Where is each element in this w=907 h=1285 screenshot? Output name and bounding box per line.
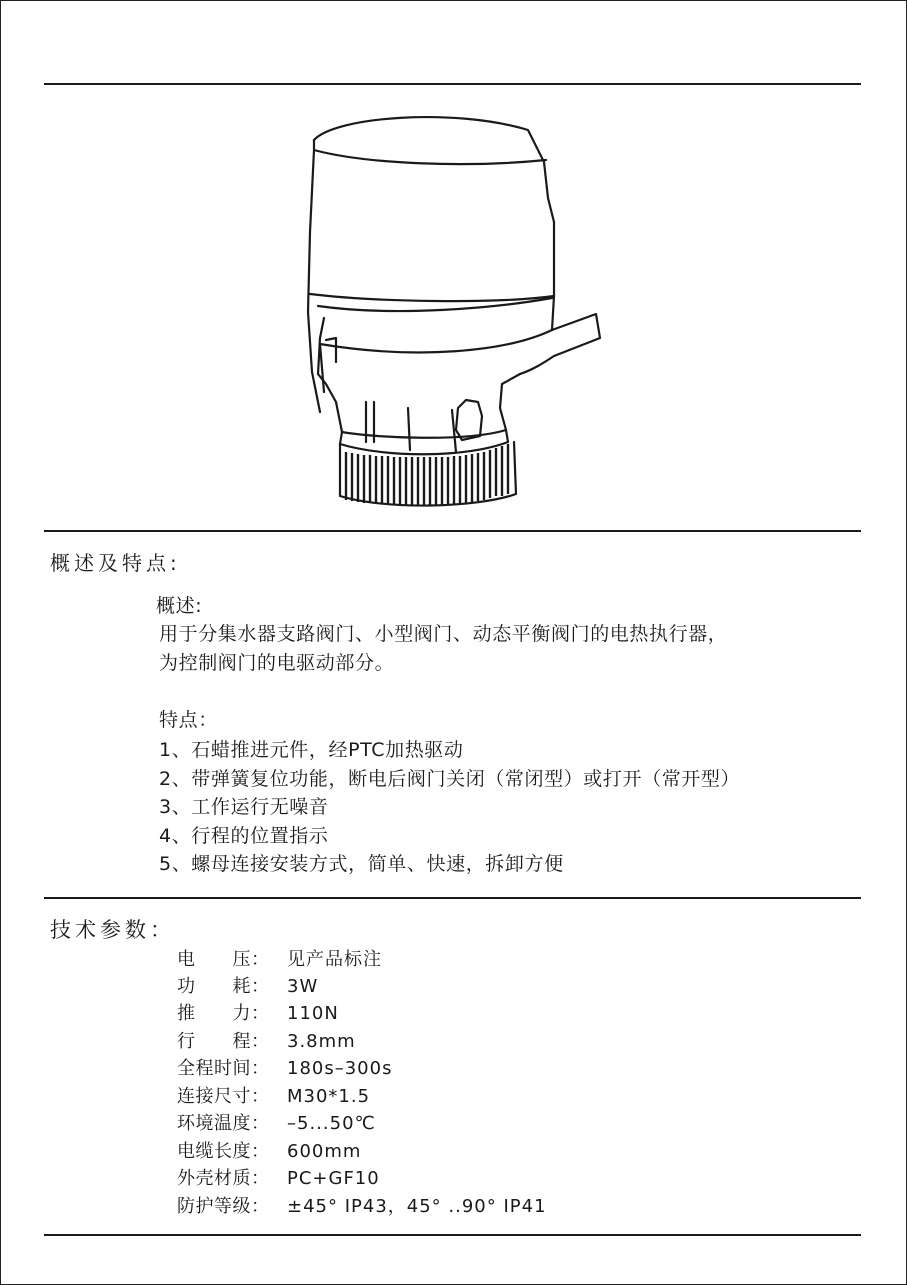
divider-bottom bbox=[44, 1234, 861, 1236]
spec-value: 3.8mm bbox=[287, 1031, 356, 1052]
spec-value: –5...50℃ bbox=[287, 1113, 376, 1134]
overview-text-line: 为控制阀门的电驱动部分。 bbox=[159, 652, 395, 674]
spec-label: 功 耗： bbox=[177, 976, 270, 997]
spec-label: 推 力： bbox=[177, 1003, 270, 1024]
spec-value: 3W bbox=[287, 976, 319, 997]
spec-row-voltage bbox=[177, 946, 382, 973]
spec-row-stroke-time bbox=[177, 1055, 392, 1082]
tech-specs-heading: 技术参数： bbox=[50, 918, 175, 942]
spec-label: 外壳材质： bbox=[177, 1168, 270, 1189]
features-list bbox=[159, 736, 740, 879]
overview-title: 概述: bbox=[156, 595, 203, 617]
features-title: 特点： bbox=[159, 709, 218, 731]
feature-item: 5、螺母连接安装方式，简单、快速，拆卸方便 bbox=[159, 853, 564, 876]
feature-item: 4、行程的位置指示 bbox=[159, 824, 329, 847]
feature-item: 3、工作运行无噪音 bbox=[159, 796, 329, 819]
spec-row-cable-length bbox=[177, 1138, 361, 1165]
spec-row-housing bbox=[177, 1165, 380, 1192]
spec-row-ambient-temp bbox=[177, 1110, 376, 1137]
divider-after-image bbox=[44, 530, 861, 532]
feature-item: 2、带弹簧复位功能，断电后阀门关闭（常闭型）或打开（常开型） bbox=[159, 767, 741, 790]
spec-value: ±45° IP43，45° ..90° IP41 bbox=[287, 1196, 547, 1217]
spec-value: 110N bbox=[287, 1003, 339, 1024]
spec-row-connection bbox=[177, 1083, 370, 1110]
thermal-actuator-icon bbox=[296, 112, 612, 512]
spec-label: 行 程： bbox=[177, 1031, 270, 1052]
spec-label: 连接尺寸： bbox=[177, 1086, 270, 1107]
spec-row-power bbox=[177, 973, 318, 1000]
divider-before-specs bbox=[44, 897, 861, 899]
spec-label: 防护等级： bbox=[177, 1196, 270, 1217]
spec-value: 见产品标注 bbox=[287, 949, 382, 970]
spec-label: 全程时间： bbox=[177, 1058, 270, 1079]
spec-label: 环境温度： bbox=[177, 1113, 270, 1134]
spec-row-stroke bbox=[177, 1028, 356, 1055]
spec-row-thrust bbox=[177, 1000, 339, 1027]
overview-features-heading: 概述及特点: bbox=[50, 551, 181, 575]
spec-value: PC+GF10 bbox=[287, 1168, 380, 1189]
spec-value: 180s–300s bbox=[287, 1058, 393, 1079]
divider-top bbox=[44, 83, 861, 85]
overview-text-line: 用于分集水器支路阀门、小型阀门、动态平衡阀门的电热执行器， bbox=[159, 623, 728, 645]
spec-label: 电 压： bbox=[177, 949, 270, 970]
feature-item: 1、石蜡推进元件，经PTC加热驱动 bbox=[159, 739, 464, 761]
spec-value: M30*1.5 bbox=[287, 1086, 371, 1107]
spec-label: 电缆长度： bbox=[177, 1141, 270, 1162]
spec-value: 600mm bbox=[287, 1141, 362, 1162]
spec-row-protection bbox=[177, 1193, 547, 1220]
